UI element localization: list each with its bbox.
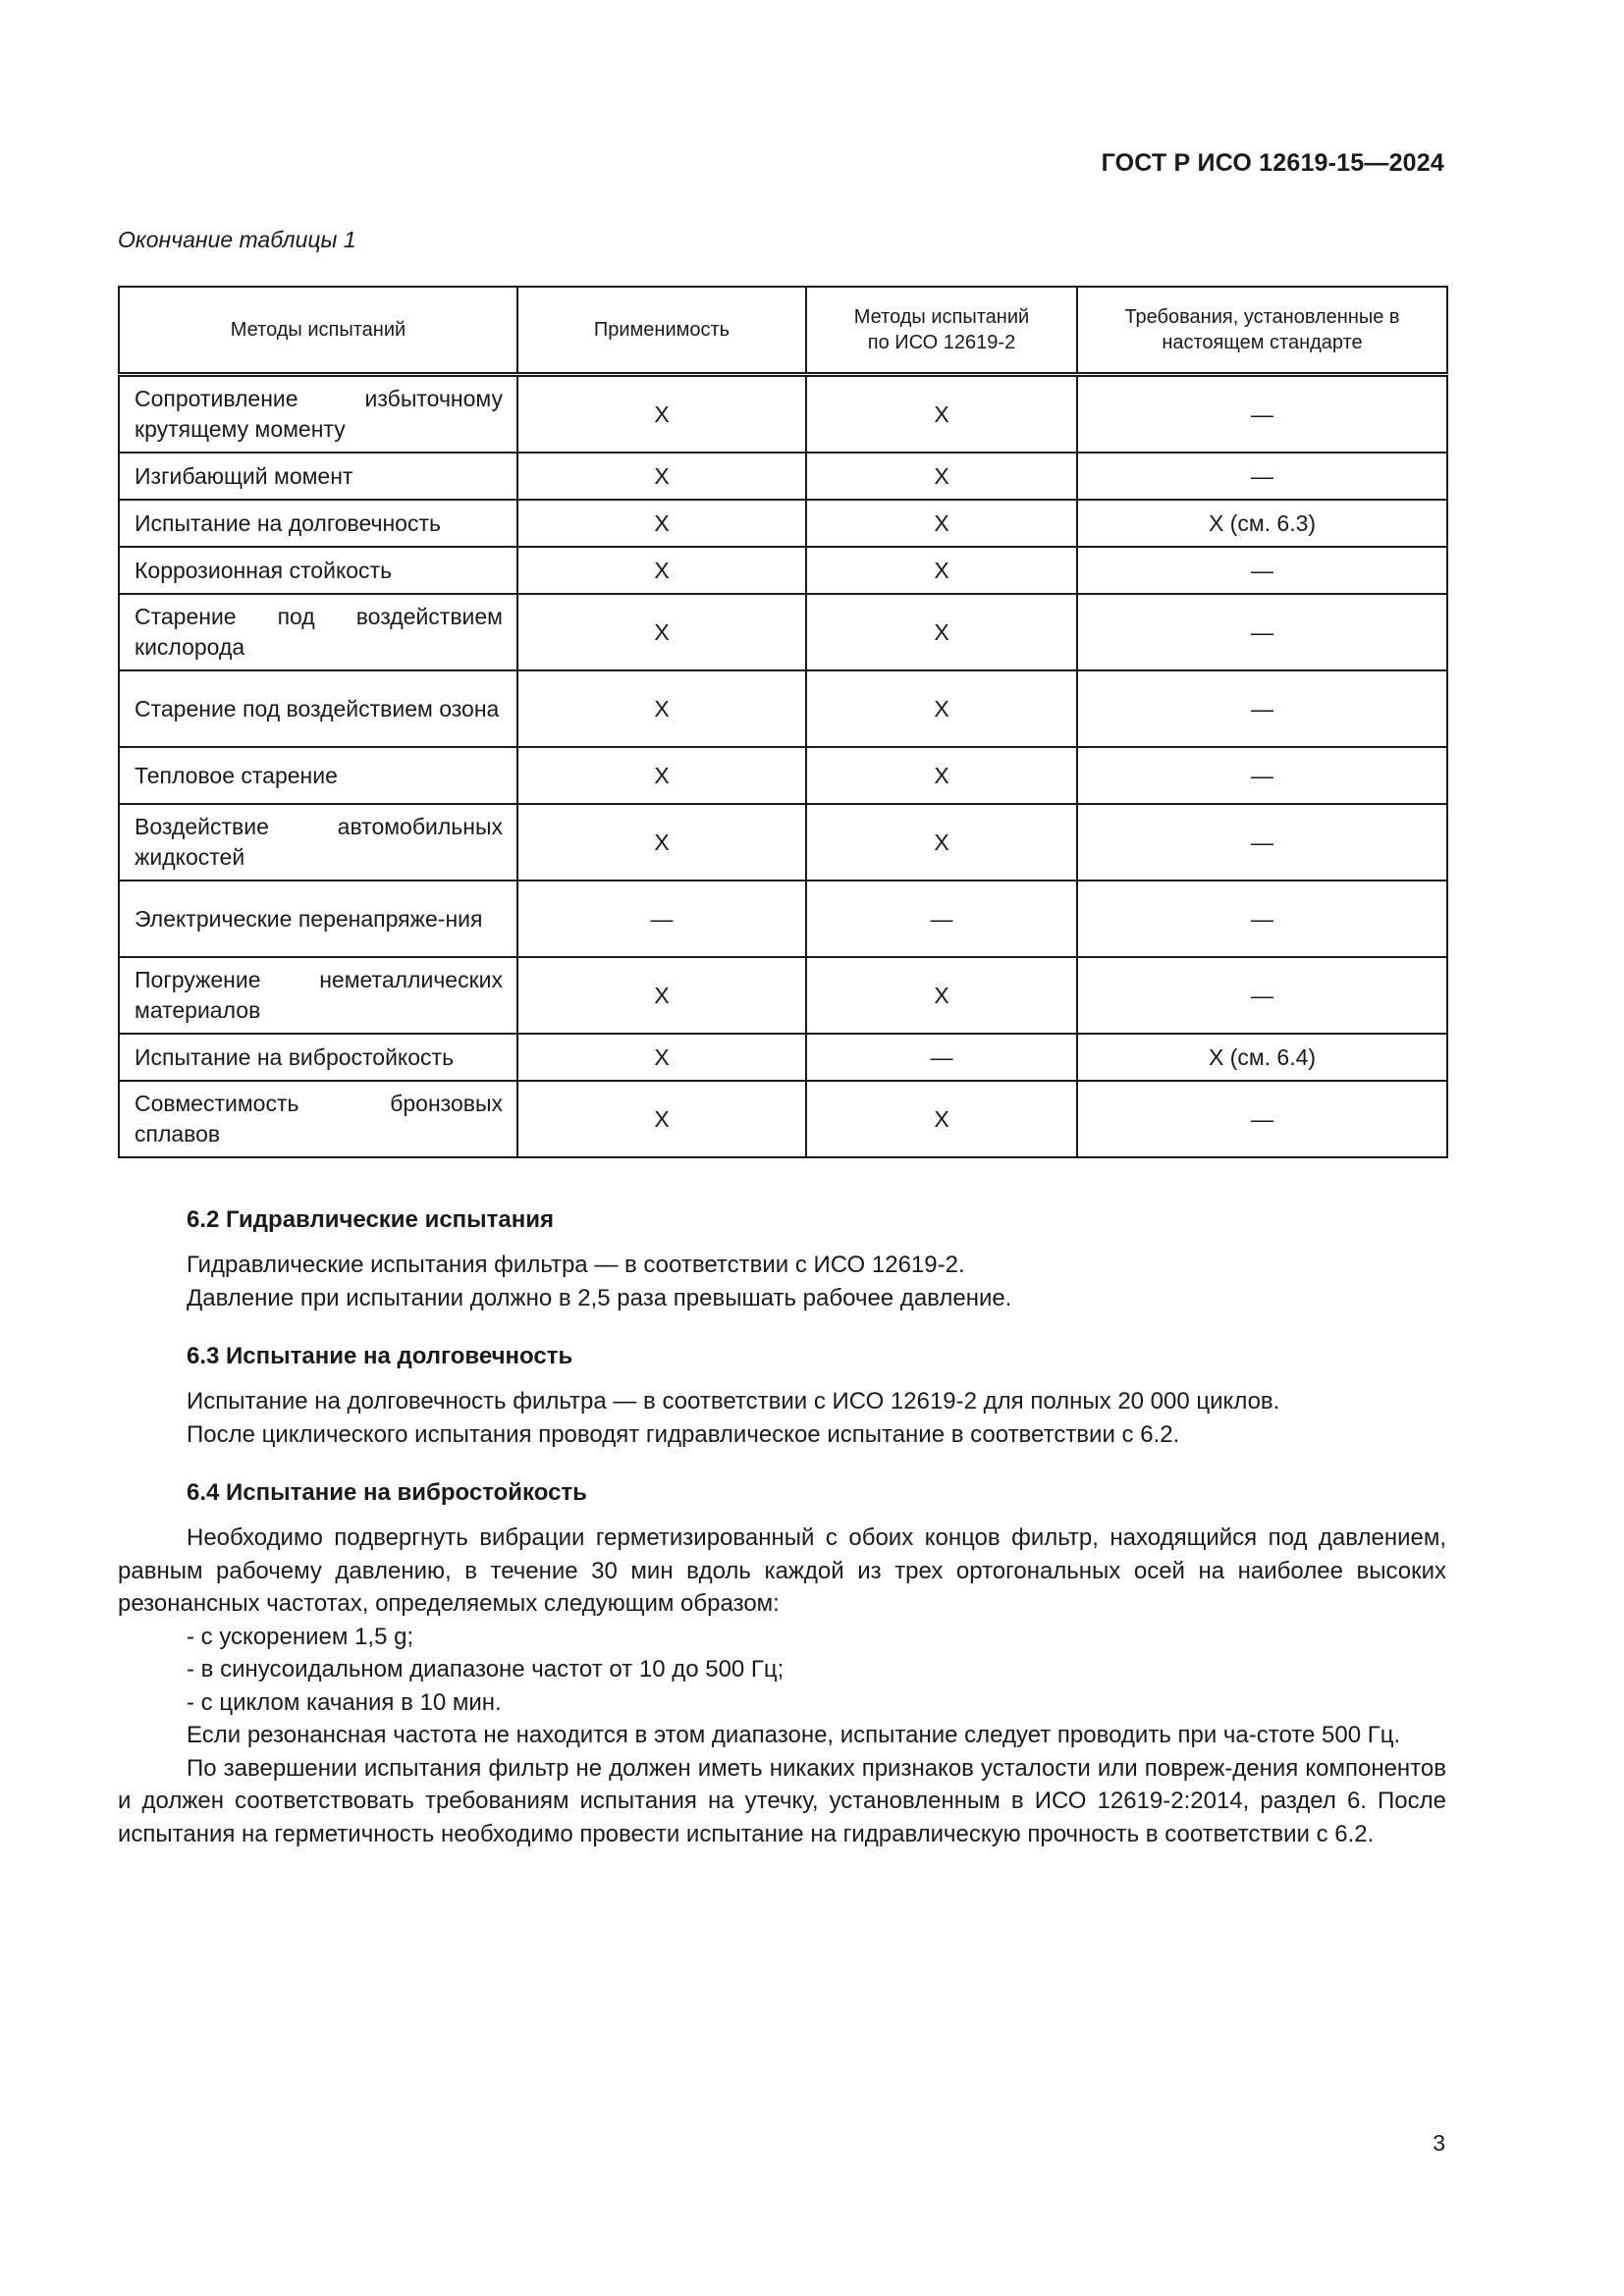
column-header-applicability: Применимость bbox=[517, 287, 806, 375]
applicability-cell: X bbox=[517, 375, 806, 454]
requirements-cell: — bbox=[1077, 594, 1447, 670]
document-header: ГОСТ Р ИСО 12619-15—2024 bbox=[1101, 149, 1444, 177]
applicability-cell: X bbox=[517, 594, 806, 670]
paragraph: Необходимо подвергнуть вибрации герметизированный с обоих концов фильтр, находящийся под давлением, равным рабочему давлению, в течение 30 мин вдоль каждой из трех ортогональных осей на наиболее высоких резонансных частотах, определяемых следующим образом: bbox=[118, 1524, 1446, 1617]
method-cell: Коррозионная стойкость bbox=[119, 547, 517, 594]
requirements-cell: — bbox=[1077, 670, 1447, 747]
method-cell: Тепловое старение bbox=[119, 747, 517, 804]
table-row bbox=[119, 670, 1447, 747]
requirements-cell: X (см. 6.3) bbox=[1077, 500, 1447, 547]
section-title-6-4: 6.4 Испытание на вибростойкость bbox=[187, 1479, 587, 1506]
table-row bbox=[119, 1081, 1447, 1157]
section-body-6-4 bbox=[118, 1522, 1446, 1850]
section-body-6-2 bbox=[118, 1249, 1446, 1314]
section-title-6-2: 6.2 Гидравлические испытания bbox=[187, 1206, 555, 1233]
iso-method-cell: — bbox=[806, 1034, 1077, 1081]
requirements-cell: — bbox=[1077, 375, 1447, 454]
table-row bbox=[119, 1034, 1447, 1081]
method-cell: Воздействие автомобильных жидкостей bbox=[119, 804, 517, 881]
list-item: - с ускорением 1,5 g; bbox=[187, 1623, 414, 1650]
paragraph: Испытание на долговечность фильтра — в соответствии с ИСО 12619-2 для полных 20 000 циклов. bbox=[187, 1388, 1280, 1415]
applicability-cell: X bbox=[517, 1081, 806, 1157]
list-item: - в синусоидальном диапазоне частот от 10 до 500 Гц; bbox=[187, 1656, 785, 1682]
column-header-requirements: Требования, установленные в настоящем стандарте bbox=[1077, 287, 1447, 375]
requirements-cell: — bbox=[1077, 547, 1447, 594]
iso-method-cell: X bbox=[806, 957, 1077, 1034]
requirements-cell: — bbox=[1077, 957, 1447, 1034]
applicability-cell: X bbox=[517, 1034, 806, 1081]
iso-method-cell: X bbox=[806, 547, 1077, 594]
requirements-cell: — bbox=[1077, 747, 1447, 804]
table-row bbox=[119, 957, 1447, 1034]
paragraph: По завершении испытания фильтр не должен иметь никаких признаков усталости или повреж-дения компонентов и должен соответствовать требованиям испытания на утечку, установленным в ИСО 12619-2:2014, раздел 6. После испытания на герметичность необходимо провести испытание на гидравлическую прочность в соответствии с 6.2. bbox=[118, 1754, 1446, 1847]
section-title-6-3: 6.3 Испытание на долговечность bbox=[187, 1343, 573, 1369]
requirements-cell: — bbox=[1077, 453, 1447, 500]
table-row bbox=[119, 804, 1447, 881]
table-row bbox=[119, 500, 1447, 547]
method-cell: Старение под воздействием кислорода bbox=[119, 594, 517, 670]
column-header-methods: Методы испытаний bbox=[119, 287, 517, 375]
iso-method-cell: X bbox=[806, 670, 1077, 747]
paragraph: После циклического испытания проводят гидравлическое испытание в соответствии с 6.2. bbox=[187, 1420, 1180, 1448]
page-number: 3 bbox=[1433, 2130, 1445, 2156]
requirements-cell: — bbox=[1077, 881, 1447, 957]
iso-method-cell: — bbox=[806, 881, 1077, 957]
method-cell: Испытание на вибростойкость bbox=[119, 1034, 517, 1081]
applicability-cell: X bbox=[517, 670, 806, 747]
applicability-cell: X bbox=[517, 747, 806, 804]
method-cell: Изгибающий момент bbox=[119, 453, 517, 500]
method-cell: Испытание на долговечность bbox=[119, 500, 517, 547]
table-caption: Окончание таблицы 1 bbox=[118, 227, 356, 252]
iso-method-cell: X bbox=[806, 804, 1077, 881]
iso-method-cell: X bbox=[806, 453, 1077, 500]
iso-method-cell: X bbox=[806, 747, 1077, 804]
paragraph: Если резонансная частота не находится в этом диапазоне, испытание следует проводить при ча-стоте 500 Гц. bbox=[187, 1722, 1401, 1748]
method-cell: Старение под воздействием озона bbox=[119, 670, 517, 747]
paragraph: Давление при испытании должно в 2,5 раза превышать рабочее давление. bbox=[187, 1284, 1012, 1311]
applicability-cell: X bbox=[517, 547, 806, 594]
list-item: - с циклом качания в 10 мин. bbox=[187, 1688, 502, 1716]
table-row bbox=[119, 547, 1447, 594]
iso-method-cell: X bbox=[806, 594, 1077, 670]
iso-method-cell: X bbox=[806, 500, 1077, 547]
applicability-cell: X bbox=[517, 957, 806, 1034]
method-cell: Совместимость бронзовых сплавов bbox=[119, 1081, 517, 1157]
method-cell: Электрические перенапряже-ния bbox=[119, 881, 517, 957]
table-row bbox=[119, 453, 1447, 500]
method-cell: Погружение неметаллических материалов bbox=[119, 957, 517, 1034]
table-row bbox=[119, 747, 1447, 804]
paragraph: Гидравлические испытания фильтра — в соответствии с ИСО 12619-2. bbox=[187, 1252, 965, 1278]
requirements-cell: X (см. 6.4) bbox=[1077, 1034, 1447, 1081]
table-row bbox=[119, 881, 1447, 957]
iso-method-cell: X bbox=[806, 375, 1077, 454]
applicability-cell: — bbox=[517, 881, 806, 957]
applicability-cell: X bbox=[517, 453, 806, 500]
applicability-cell: X bbox=[517, 804, 806, 881]
section-body-6-3 bbox=[118, 1385, 1446, 1451]
applicability-cell: X bbox=[517, 500, 806, 547]
iso-method-cell: X bbox=[806, 1081, 1077, 1157]
test-methods-table bbox=[118, 286, 1448, 1158]
column-header-iso-methods: Методы испытаний по ИСО 12619-2 bbox=[806, 287, 1077, 375]
requirements-cell: — bbox=[1077, 1081, 1447, 1157]
table-row bbox=[119, 375, 1447, 454]
method-cell: Сопротивление избыточному крутящему моменту bbox=[119, 375, 517, 454]
table-row bbox=[119, 594, 1447, 670]
requirements-cell: — bbox=[1077, 804, 1447, 881]
table-header-row bbox=[119, 287, 1447, 375]
